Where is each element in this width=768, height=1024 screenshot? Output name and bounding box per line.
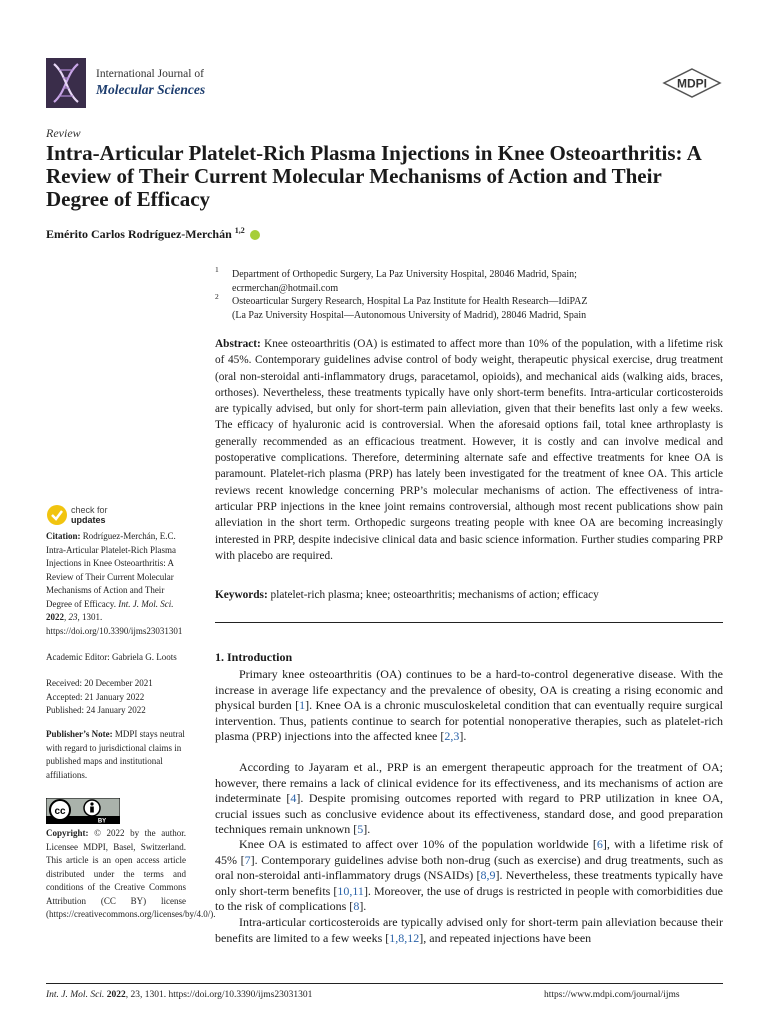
citation-label: Citation: bbox=[46, 531, 81, 541]
footer-journal-url[interactable]: https://www.mdpi.com/journal/ijms bbox=[544, 990, 680, 1000]
footer-citation bbox=[46, 990, 312, 1000]
article-title: Intra-Articular Platelet-Rich Plasma Injections in Knee Osteoarthritis: A Review of Their Current Molecular Mechanisms of Action and Their Degree of Efficacy bbox=[46, 141, 701, 211]
text-run: Intra-articular corticosteroids are typically advised only for short-term pain alleviation because their benefits are limited to a few weeks [ bbox=[215, 915, 723, 945]
journal-name-line2: Molecular Sciences bbox=[96, 82, 206, 97]
publishers-note-label: Publisher’s Note: bbox=[46, 729, 113, 739]
citation-journal: Int. J. Mol. Sci. bbox=[118, 598, 174, 609]
publishers-note bbox=[46, 728, 186, 782]
keywords-text: platelet-rich plasma; knee; osteoarthritis; mechanisms of action; efficacy bbox=[270, 589, 599, 601]
affiliation-number: 1 bbox=[215, 265, 219, 274]
citation-link[interactable]: 7 bbox=[244, 852, 251, 867]
copyright-block bbox=[46, 827, 216, 922]
section-heading-introduction: 1. Introduction bbox=[215, 650, 293, 664]
journal-name-line1: International Journal of bbox=[96, 68, 204, 80]
publishers-note-text: MDPI stays neutral with regard to jurisdictional claims in published maps and institutional affiliations. bbox=[46, 729, 185, 780]
copyright-label: Copyright: bbox=[46, 828, 89, 838]
affiliation-2-line2: (La Paz University Hospital—Autonomous University of Madrid), 28046 Madrid, Spain bbox=[232, 309, 587, 321]
orcid-icon[interactable] bbox=[250, 230, 260, 240]
abstract-text: Knee osteoarthritis (OA) is estimated to affect more than 10% of the population, with a lifetime risk of 45%. Contemporary guidelines advise control of body weight, therapeutic physical exercise, drug treatment (oral non-steroidal anti-inflammatory drugs, paracetamol, opioids), and mechanical aids (walking aids, braces, orthoses). Nevertheless, these treatments typically have only short-term benefits. Intra-articular corticosteroids are typically advised, but only for short-term pain alleviation, given that their benefits last only a few weeks. The efficacy of hyaluronic acid is controversial. When the aforesaid options fail, total knee arthroplasty is generally recommended as an efficacious treatment. However, it is costly and can involve medical and postoperative complications. Therefore, determining alternate safe and effective treatments for knee OA is paramount. Platelet-rich plasma (PRP) has lately been investigated for the treatment of knee OA. This article reviews recent knowledge concerning PRP’s molecular mechanisms of action. The effectiveness of intra-articular PRP injections in the knee joint remains controversial, although most recent publications show pain alleviation in the short term. Orthopedic surgeons treating people with knee OA are becoming increasingly interested in PRP, despite indecisive clinical data and basic science information. Further studies comparing PRP with placebo are required. bbox=[215, 338, 723, 562]
intro-paragraph-3 bbox=[215, 837, 723, 915]
received-date: Received: 20 December 2021 bbox=[46, 678, 153, 688]
text-run: ]. Knee OA is a chronic musculoskeletal condition that can eventually require surgical intervention. Thus, patients continue to search for potential nonoperative therapies, such as platelet-rich plasma (PRP) injections into the affected knee [ bbox=[215, 698, 723, 744]
check-updates-line2: updates bbox=[71, 515, 106, 525]
citation-link[interactable]: 2,3 bbox=[444, 729, 460, 744]
intro-paragraph-1 bbox=[215, 667, 723, 745]
check-updates-line1: check for bbox=[71, 505, 108, 515]
accepted-date: Accepted: 21 January 2022 bbox=[46, 691, 145, 702]
footer-divider bbox=[46, 983, 723, 984]
text-run: Knee OA is estimated to affect over 10% of the population worldwide [ bbox=[239, 837, 597, 851]
citation-link[interactable]: 6 bbox=[596, 837, 603, 851]
text-run: ]. Moreover, the use of drugs is restricted in people with comorbidities due to the risk of complications [ bbox=[215, 883, 723, 914]
check-updates-icon bbox=[46, 504, 68, 526]
check-for-updates-button[interactable] bbox=[46, 504, 108, 526]
text-run: ]. Nevertheless, these treatments typically have only short-term benefits [ bbox=[215, 868, 723, 898]
svg-text:cc: cc bbox=[54, 806, 66, 817]
citation-year: 2022 bbox=[46, 612, 64, 622]
intro-paragraph-4 bbox=[215, 915, 723, 946]
mdpi-logo bbox=[662, 68, 722, 98]
dates-block bbox=[46, 677, 186, 718]
affiliation-2 bbox=[232, 295, 712, 322]
citation-volume: , 23 bbox=[64, 612, 78, 622]
cc-by-license-badge[interactable] bbox=[46, 798, 120, 829]
keywords bbox=[215, 589, 723, 601]
abstract-label: Abstract: bbox=[215, 338, 261, 350]
citation-link[interactable]: 8 bbox=[353, 899, 360, 914]
published-date: Published: 24 January 2022 bbox=[46, 705, 146, 715]
citation-text: Rodríguez-Merchán, E.C. Intra-Articular Platelet-Rich Plasma Injections in Knee Osteoarthritis: A Review of Their Current Molecular Mechanisms of Action and Their Degree of Efficacy. bbox=[46, 531, 176, 609]
affiliation-number: 2 bbox=[215, 292, 219, 301]
footer-year: 2022 bbox=[106, 990, 126, 1000]
text-run: ]. Contemporary guidelines advise both non-drug (such as exercise) and drug treatments, such as oral non-steroidal anti-inflammatory drugs (NSAIDs) [ bbox=[215, 852, 723, 883]
abstract bbox=[215, 336, 723, 564]
citation-link[interactable]: 1,8,12 bbox=[389, 930, 420, 945]
footer-journal: Int. J. Mol. Sci. bbox=[46, 990, 105, 1000]
text-run: ]. bbox=[359, 899, 367, 914]
academic-editor: Academic Editor: Gabriela G. Loots bbox=[46, 652, 177, 662]
citation-link[interactable]: 4 bbox=[290, 791, 297, 806]
citation-link[interactable]: 1 bbox=[299, 698, 306, 713]
citation-block bbox=[46, 530, 186, 638]
text-run: ]. bbox=[459, 729, 467, 744]
section-divider bbox=[215, 622, 723, 623]
copyright-text: © 2022 by the author. Licensee MDPI, Basel, Switzerland. This article is an open access article distributed under the terms and conditions of the Creative Commons Attribution (CC BY) license (https://creativecommons.org/licenses/by/4.0/). bbox=[46, 828, 216, 919]
cc-badge-text: BY bbox=[97, 818, 107, 824]
affiliation-1-email[interactable]: ecrmerchan@hotmail.com bbox=[232, 282, 339, 294]
author-name: Emérito Carlos Rodríguez-Merchán bbox=[46, 227, 232, 241]
affiliation-2-line1: Osteoarticular Surgery Research, Hospital La Paz Institute for Health Research—IdiPAZ bbox=[232, 296, 588, 307]
mdpi-logo-text: MDPI bbox=[677, 76, 707, 91]
affiliation-1-line1: Department of Orthopedic Surgery, La Paz University Hospital, 28046 Madrid, Spain; bbox=[232, 269, 577, 280]
intro-paragraph-2 bbox=[215, 760, 723, 838]
citation-doi[interactable]: , 1301. https://doi.org/10.3390/ijms23031301 bbox=[46, 612, 183, 636]
citation-link[interactable]: 8,9 bbox=[480, 868, 496, 883]
affiliation-1 bbox=[232, 268, 712, 295]
text-run: ], with a lifetime risk of 45% [ bbox=[215, 837, 723, 867]
citation-link[interactable]: 10,11 bbox=[337, 883, 364, 898]
text-run: ]. Despite promising outcomes reported with regard to PRP utilization in knee OA, crucial issues such as conclusive evidence about its effectiveness, standard dose, and good preparation techniques remain unknown [ bbox=[215, 791, 724, 837]
journal-logo bbox=[46, 58, 86, 108]
footer-doi[interactable]: , 23, 1301. https://doi.org/10.3390/ijms23031301 bbox=[125, 990, 313, 1000]
text-run: ], and repeated injections have been bbox=[419, 930, 592, 945]
text-run: Primary knee osteoarthritis (OA) continues to be a hard-to-control degenerative disease. With the increase in average life expectancy and the prevalence of obesity, OA is creating a rising economic and physical burden [ bbox=[215, 667, 723, 713]
keywords-label: Keywords: bbox=[215, 589, 268, 601]
author-affiliation-refs: 1,2 bbox=[234, 226, 245, 235]
text-run: ]. bbox=[363, 822, 371, 837]
author-line bbox=[46, 226, 260, 242]
text-run: According to Jayaram et al., PRP is an emergent therapeutic approach for the treatment of OA; however, there remains a lack of clinical evidence for its effectiveness, and its mechanisms of action are indeterminate [ bbox=[215, 760, 723, 806]
citation-link[interactable]: 5 bbox=[357, 822, 364, 837]
article-type: Review bbox=[46, 126, 81, 140]
